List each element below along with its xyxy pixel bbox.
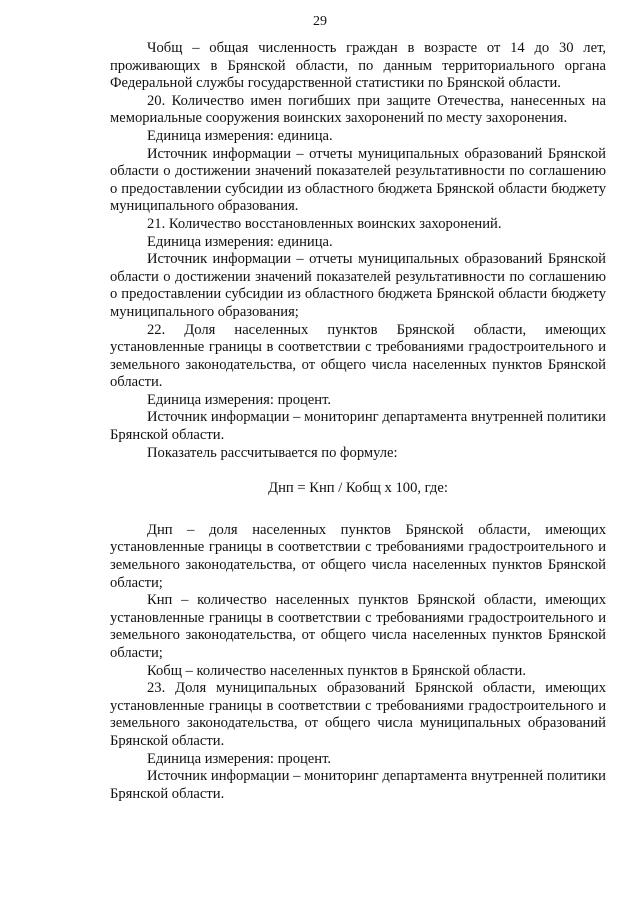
paragraph-unit-23: Единица измерения: процент. (147, 750, 332, 767)
paragraph-source-23: Источник информации – мониторинг департамента внутренней политики Брянской области. (110, 768, 606, 802)
paragraph-knp-definition: Кнп – количество населенных пунктов Брянской области, имеющих установленные границы в соответствии с требованиями градостроительного и земельного законодательства, от общего числа населенных пунктов Брянской области; (110, 592, 606, 661)
paragraph-kobsh-definition: Кобщ – количество населенных пунктов в Брянской области. (147, 662, 527, 679)
paragraph-indicator-20: 20. Количество имен погибших при защите Отечества, нанесенных на мемориальные сооружения воинских захоронений по месту захоронения. (110, 92, 606, 127)
paragraph-unit-20: Единица измерения: единица. (147, 127, 333, 144)
paragraph-chobsh-definition: Чобщ – общая численность граждан в возрасте от 14 до 30 лет, проживающих в Брянской области, по данным территориального органа Федеральной службы государственной статистики по Брянской области. (110, 40, 606, 92)
paragraph-source-20: Источник информации – отчеты муниципальных образований Брянской области о достижении значений показателей результативности по соглашению о предоставлении субсидии из областного бюджета Брянской области бюджету муниципального образования. (110, 145, 606, 215)
formula: Днп = Кнп / Кобщ х 100, где: (268, 480, 448, 497)
paragraph-indicator-23: 23. Доля муниципальных образований Брянской области, имеющих установленные границы в соответствии с требованиями градостроительного и земельного законодательства, от общего числа муниципальных образований Брянской области. (110, 680, 606, 749)
paragraph-indicator-21: 21. Количество восстановленных воинских захоронений. (147, 215, 502, 232)
paragraph-dnp-definition: Днп – доля населенных пунктов Брянской области, имеющих установленные границы в соответствии с требованиями градостроительного и земельного законодательства, от общего числа населенных пунктов Брянской области; (110, 521, 606, 591)
page-number: 29 (313, 14, 327, 29)
paragraph-source-22: Источник информации – мониторинг департамента внутренней политики Брянской области. (110, 409, 606, 444)
document-body (110, 40, 606, 803)
paragraph-unit-22: Единица измерения: процент. (147, 391, 332, 408)
paragraph-indicator-22: 22. Доля населенных пунктов Брянской области, имеющих установленные границы в соответствии с требованиями градостроительного и земельного законодательства, от общего числа населенных пунктов Брянской области. (110, 321, 606, 391)
paragraph-formula-intro: Показатель рассчитывается по формуле: (147, 444, 398, 461)
paragraph-source-21: Источник информации – отчеты муниципальных образований Брянской области о достижении значений показателей результативности по соглашению о предоставлении субсидии из областного бюджета Брянской области бюджету муниципального образования; (110, 251, 606, 320)
paragraph-unit-21: Единица измерения: единица. (147, 233, 333, 250)
